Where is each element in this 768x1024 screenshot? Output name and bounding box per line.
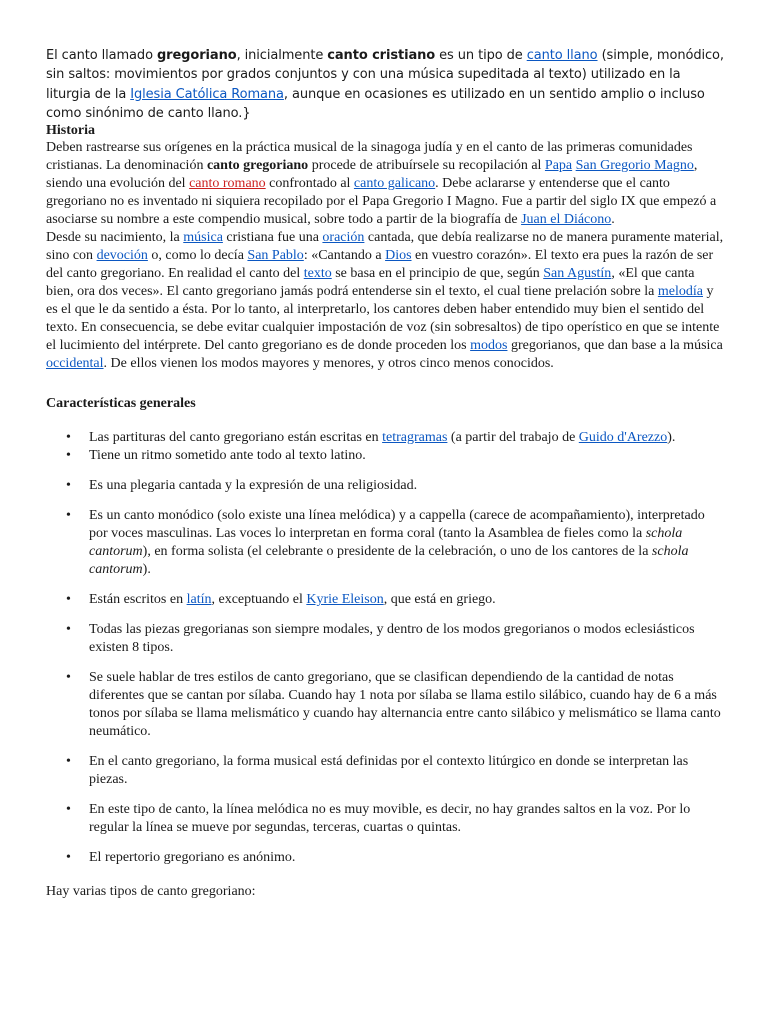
bullet-icon: • (66, 592, 71, 608)
link-dios[interactable]: Dios (385, 248, 412, 264)
link-canto-romano[interactable]: canto romano (189, 176, 266, 192)
item-text: Están escritos en (89, 592, 187, 608)
link-san-gregorio-magno[interactable]: San Gregorio Magno (575, 158, 694, 174)
closing-line: Hay varias tipos de canto gregoriano: (46, 884, 256, 900)
body-text: procede de atribuírsele su recopilación al (308, 158, 545, 174)
item-text: ), en forma solista (el celebrante o presidente de la celebración, o uno de los cantores de la (142, 544, 652, 560)
body-text: en vuestro corazón». El texto era pues la razón de ser del canto gregoriano. En realidad el canto del (46, 248, 714, 282)
link-papa[interactable]: Papa (544, 158, 573, 174)
body-text: y es el que le da sentido a ésta. Por lo tanto, al interpretarlo, los cantores deben haber entendido muy bien el sentido del texto. En consecuencia, se debe evitar cualquier impostación de voz (sin sobresaltos) de tipo operístico en que se intente el lucimiento del intérprete. Del canto gregoriano es de donde proceden los (46, 284, 720, 354)
item-text: ). (142, 562, 151, 578)
intro-bold-gregoriano: gregoriano (156, 48, 237, 63)
list-item (46, 669, 724, 741)
list-item (46, 447, 724, 465)
item-text: , exceptuando el (211, 592, 307, 608)
bullet-icon: • (66, 754, 71, 770)
link-kyrie-eleison[interactable]: Kyrie Eleison (306, 592, 384, 608)
item-text: En este tipo de canto, la línea melódica no es muy movible, es decir, no hay grandes saltos en la voz. Por lo regular la línea se mueve por segundas, terceras, cuartas o quintas. (89, 802, 691, 836)
list-item (46, 591, 724, 609)
body-text: cantada, que debía realizarse no de manera puramente material, sino con (46, 230, 724, 264)
link-oracion[interactable]: oración (322, 230, 365, 246)
bullet-icon: • (66, 802, 71, 818)
bullet-icon: • (66, 448, 71, 464)
link-melodia[interactable]: melodía (657, 284, 703, 300)
item-text: En el canto gregoriano, la forma musical está definidas por el contexto litúrgico en donde se interpretan las piezas. (89, 754, 689, 788)
link-canto-llano[interactable]: canto llano (526, 48, 598, 63)
bullet-icon: • (66, 478, 71, 494)
body-text: . (611, 212, 615, 228)
intro-text: , inicialmente (236, 48, 328, 63)
bullet-icon: • (66, 622, 71, 638)
link-tetragramas[interactable]: tetragramas (382, 430, 448, 446)
link-occidental[interactable]: occidental (46, 356, 104, 372)
item-text: Las partituras del canto gregoriano están escritas en (89, 430, 383, 446)
item-text: , que está en griego. (383, 592, 496, 608)
body-text: se basa en el principio de que, según (331, 266, 544, 282)
link-guido-darezzo[interactable]: Guido d'Arezzo (578, 430, 668, 446)
body-text: Desde su nacimiento, la (46, 230, 184, 246)
body-text: Deben rastrearse sus orígenes en la práctica musical de la sinagoga judía y en el canto de las primeras comunidades cristianas. La denominación (46, 140, 693, 174)
italic-schola-cantorum: schola cantorum (89, 526, 683, 560)
link-san-pablo[interactable]: San Pablo (247, 248, 304, 264)
item-text: Es un canto monódico (solo existe una línea melódica) y a cappella (carece de acompañamiento), interpretado por voces masculinas. Las voces lo interpretan en forma coral (tanto la Asamblea de fieles como la (89, 508, 705, 542)
link-canto-galicano[interactable]: canto galicano (353, 176, 436, 192)
link-texto[interactable]: texto (303, 266, 332, 282)
item-text: Se suele hablar de tres estilos de canto gregoriano, que se clasifican dependiendo de la cantidad de notas diferentes que se cantan por sílaba. Cuando hay 1 nota por sílaba se llama estilo silábico, cuando hay de 6 a más tonos por sílaba se llama melismático y cuando hay alternancia entre canto silábico y melismático se llama canto neumático. (89, 670, 721, 740)
item-text: Es una plegaria cantada y la expresión de una religiosidad. (89, 478, 418, 494)
body-text: : «Cantando a (303, 248, 386, 264)
link-latin[interactable]: latín (186, 592, 212, 608)
intro-text: (simple, monódico, sin saltos: movimientos por grados conjuntos y con una música supeditada al texto) utilizado en la liturgia de la (46, 48, 724, 102)
list-item (46, 507, 724, 579)
link-devocion[interactable]: devoción (96, 248, 148, 264)
historia-paragraph-2 (46, 229, 724, 373)
link-musica[interactable]: música (183, 230, 223, 246)
bullet-icon: • (66, 670, 71, 686)
item-text: El repertorio gregoriano es anónimo. (89, 850, 296, 866)
intro-text: es un tipo de (435, 48, 527, 63)
bold-canto-gregoriano: canto gregoriano (206, 158, 309, 174)
body-text: . De ellos vienen los modos mayores y menores, y otros cinco menos conocidos. (103, 356, 554, 372)
bullet-icon: • (66, 430, 71, 446)
body-text: , siendo una evolución del (46, 158, 698, 192)
list-item (46, 477, 724, 495)
item-text: (a partir del trabajo de (447, 430, 579, 446)
body-text: , «El que canta bien, ora dos veces». El canto gregoriano jamás podrá entenderse sin el texto, el cual tiene prelación sobre la (46, 266, 695, 300)
italic-schola-cantorum: schola cantorum (89, 544, 689, 578)
link-modos[interactable]: modos (470, 338, 508, 354)
intro-text: El canto llamado (46, 48, 157, 63)
bullet-icon: • (66, 508, 71, 524)
item-text: Tiene un ritmo sometido ante todo al texto latino. (89, 448, 366, 464)
list-item (46, 753, 724, 789)
link-iglesia-catolica-romana[interactable]: Iglesia Católica Romana (130, 86, 284, 102)
link-juan-el-diacono[interactable]: Juan el Diácono (521, 212, 612, 228)
bullet-icon: • (66, 850, 71, 866)
heading-caracteristicas-generales: Características generales (46, 396, 196, 412)
list-item (46, 621, 724, 657)
intro-text: , aunque en ocasiones es utilizado en un sentido amplio o incluso como sinónimo de canto llano.} (46, 86, 705, 121)
link-san-agustin[interactable]: San Agustín (543, 266, 612, 282)
item-text: Todas las piezas gregorianas son siempre modales, y dentro de los modos gregorianos o modos eclesiásticos existen 8 tipos. (89, 622, 695, 656)
feature-list (46, 429, 724, 867)
list-item (46, 429, 724, 447)
body-text: o, como lo decía (147, 248, 248, 264)
item-text: ). (667, 430, 676, 446)
document-page (46, 46, 724, 901)
list-item (46, 849, 724, 867)
historia-paragraph-1 (46, 139, 724, 229)
heading-historia: Historia (46, 123, 95, 139)
intro-paragraph (46, 46, 724, 123)
body-text: cristiana fue una (222, 230, 323, 246)
list-item (46, 801, 724, 837)
body-text: gregorianos, que dan base a la música (507, 338, 723, 354)
body-text: . Debe aclararse y entenderse que el canto gregoriano no es inventado ni siquiera recopilado por el Papa Gregorio I Magno. Fue a partir del siglo IX que empezó a asociarse su nombre a este compendio musical, sobre todo a partir de la biografía de (46, 176, 717, 228)
intro-bold-canto-cristiano: canto cristiano (327, 48, 436, 63)
body-text: confrontado al (265, 176, 354, 192)
